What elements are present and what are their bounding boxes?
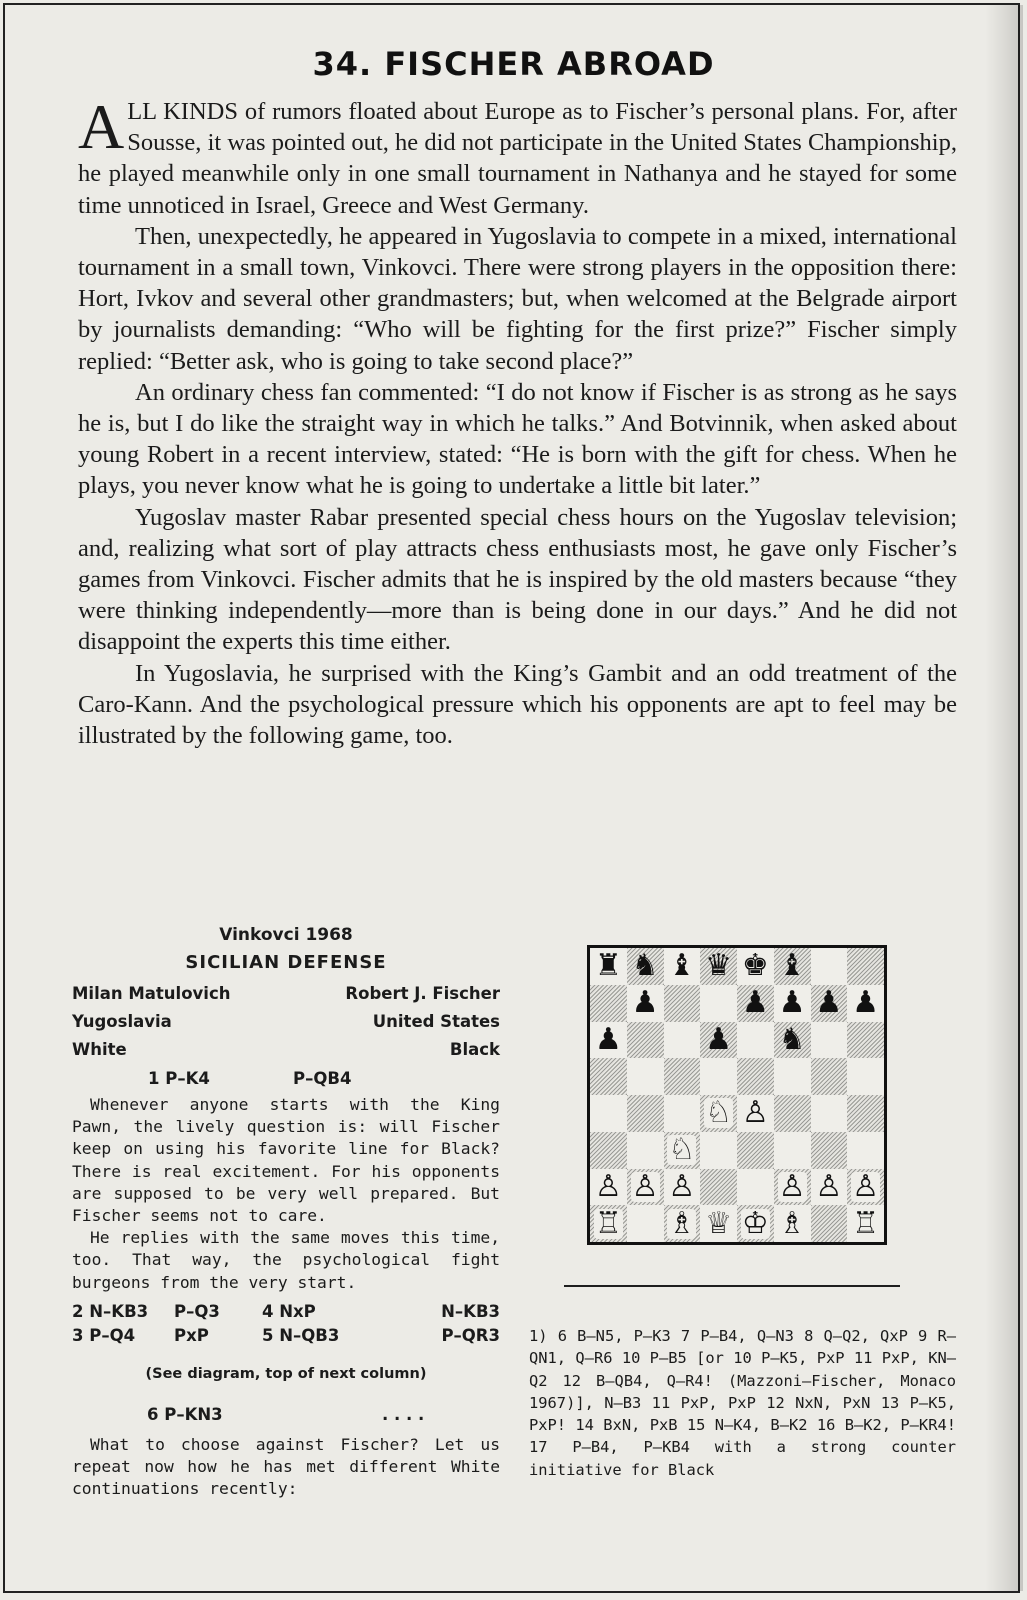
footnote-rule <box>564 1285 900 1287</box>
moves-row <box>72 1324 500 1348</box>
paragraph-5: In Yugoslavia, he surprised with the King’s Gambit and an odd treatment of the Caro-Kann. And the psychological pressure which his opponents are apt to feel may be illustrated by the following game, too. <box>78 659 957 750</box>
board-square <box>774 1058 811 1095</box>
paragraph-1 <box>78 91 957 221</box>
white-pawn-icon: ♙ <box>631 1168 659 1204</box>
board-square <box>774 948 811 985</box>
board-square <box>627 1132 664 1169</box>
move-cell: 2 N–KB3 <box>72 1301 149 1321</box>
white-country: Yugoslavia <box>72 1012 172 1031</box>
black-queen-icon: ♛ <box>705 948 733 984</box>
move-1-black: P–QB4 <box>293 1069 352 1088</box>
board-square <box>811 985 848 1022</box>
board-square <box>847 1205 884 1242</box>
game-note-3: What to choose against Fischer? Let us repeat now how he has met different White continuations recently: <box>72 1434 500 1499</box>
white-pawn-icon: ♙ <box>852 1168 880 1204</box>
board-square <box>811 1095 848 1132</box>
footnote-text: 1) 6 B–N5, P–K3 7 P–B4, Q–N3 8 Q–Q2, QxP 9 R–QN1, Q–R6 10 P–B5 [or 10 P–K5, PxP 11 PxP, KN–Q2 12 B–QB4, Q–R4! (Mazzoni–Fischer, Monaco 1967)], N–B3 11 PxP, PxP 12 NxN, PxN 13 P–K5, PxP! 14 BxN, PxB 15 N–K4, B–K2 16 B–K2, P–KR4! 17 P–B4, P–KB4 with a strong counter initiative for Black <box>529 1327 956 1479</box>
black-country: United States <box>372 1012 500 1031</box>
board-square <box>590 1205 627 1242</box>
black-bishop-icon: ♝ <box>778 948 806 984</box>
board-square <box>664 1058 701 1095</box>
white-bishop-icon: ♗ <box>778 1205 806 1241</box>
paragraph-1-text: LL KINDS of rumors floated about Europe as to Fischer’s personal plans. For, after Sousse, it was pointed out, he did not participate in the United States Championship, he played meanwhile only in one small tournament in Nathanya and he stayed for some time unnoticed in Israel, Greece and West Germany. <box>78 98 957 219</box>
board-square <box>664 1095 701 1132</box>
board-square <box>774 1169 811 1206</box>
move-1-white: 1 P–K4 <box>148 1069 210 1088</box>
move-cell: N–KB3 <box>441 1301 500 1321</box>
page-gutter-shadow <box>985 5 1023 1591</box>
move-cell: 3 P–Q4 <box>72 1325 136 1345</box>
move-cell: P–QR3 <box>441 1325 500 1345</box>
white-pawn-icon: ♙ <box>815 1168 843 1204</box>
black-bishop-icon: ♝ <box>668 948 696 984</box>
white-knight-icon: ♘ <box>668 1132 696 1168</box>
black-label: Black <box>449 1040 500 1059</box>
board-square <box>811 1132 848 1169</box>
white-rook-icon: ♖ <box>852 1205 880 1241</box>
board-square <box>700 1205 737 1242</box>
board-square <box>700 1058 737 1095</box>
body-text <box>78 91 957 751</box>
board-square <box>774 1095 811 1132</box>
see-diagram-note: (See diagram, top of next column) <box>145 1365 427 1382</box>
players-row <box>72 980 500 1008</box>
board-square <box>590 948 627 985</box>
board-square <box>811 1205 848 1242</box>
board-square <box>737 948 774 985</box>
board-square <box>847 1058 884 1095</box>
white-knight-icon: ♘ <box>705 1095 733 1131</box>
board-square <box>737 985 774 1022</box>
board-square <box>627 1205 664 1242</box>
white-label: White <box>72 1040 127 1059</box>
board-square <box>590 1169 627 1206</box>
black-pawn-icon: ♟ <box>815 985 843 1021</box>
move-6 <box>72 1402 500 1428</box>
countries-row <box>72 1008 500 1036</box>
board-square <box>664 948 701 985</box>
board-square <box>627 1095 664 1132</box>
black-pawn-icon: ♟ <box>741 985 769 1021</box>
black-pawn-icon: ♟ <box>852 985 880 1021</box>
board-square <box>590 1022 627 1059</box>
move-1 <box>72 1064 500 1094</box>
board-square <box>627 1169 664 1206</box>
board-square <box>847 1022 884 1059</box>
board-square <box>847 1095 884 1132</box>
white-pawn-icon: ♙ <box>741 1095 769 1131</box>
move-cell: PxP <box>174 1325 209 1345</box>
white-pawn-icon: ♙ <box>778 1168 806 1204</box>
board-square <box>811 1169 848 1206</box>
black-knight-icon: ♞ <box>631 948 659 984</box>
game-opening: SICILIAN DEFENSE <box>185 952 387 973</box>
board-square <box>590 1058 627 1095</box>
board-square <box>774 985 811 1022</box>
board-square <box>811 948 848 985</box>
chess-diagram <box>587 945 887 1245</box>
moves-table <box>72 1300 500 1348</box>
board-square <box>774 1205 811 1242</box>
white-queen-icon: ♕ <box>705 1205 733 1241</box>
game-column <box>72 925 500 1500</box>
board-square <box>664 1132 701 1169</box>
board-square <box>811 1022 848 1059</box>
board-square <box>847 1132 884 1169</box>
board-square <box>700 1095 737 1132</box>
paragraph-3: An ordinary chess fan commented: “I do not know if Fischer is as strong as he says he is, but I do like the straight way in which he talks.” And Botvinnik, when asked about young Robert in a recent interview, stated: “He is born with the gift for chess. When he plays, you never know what he is going to undertake a little bit later.” <box>78 378 957 500</box>
board-square <box>700 985 737 1022</box>
board-square <box>590 1132 627 1169</box>
black-pawn-icon: ♟ <box>594 1021 622 1057</box>
board-square <box>664 1205 701 1242</box>
board-square <box>664 1022 701 1059</box>
board-square <box>737 1022 774 1059</box>
white-rook-icon: ♖ <box>594 1205 622 1241</box>
paragraph-4: Yugoslav master Rabar presented special chess hours on the Yugoslav television; and, realizing what sort of play attracts chess enthusiasts most, he gave only Fischer’s games from Vinkovci. Fischer admits that he is inspired by the old masters because “they were thinking independently—more than is being done in our days.” And he did not disappoint the experts this time either. <box>78 503 957 656</box>
board-square <box>700 948 737 985</box>
move-cell: 5 N–QB3 <box>262 1325 340 1345</box>
board-square <box>737 1095 774 1132</box>
black-pawn-icon: ♟ <box>705 1021 733 1057</box>
black-rook-icon: ♜ <box>594 948 622 984</box>
black-pawn-icon: ♟ <box>778 985 806 1021</box>
game-note-1: Whenever anyone starts with the King Pawn, the lively question is: will Fischer keep on using his favorite line for Black? There is real excitement. For his opponents are supposed to be very well prepared. But Fischer seems not to care. <box>72 1095 500 1226</box>
game-event: Vinkovci 1968 <box>219 925 353 945</box>
board-square <box>664 1169 701 1206</box>
board-square <box>737 1205 774 1242</box>
move-cell: 4 NxP <box>262 1301 316 1321</box>
board-square <box>590 985 627 1022</box>
white-king-icon: ♔ <box>741 1205 769 1241</box>
board-square <box>847 1169 884 1206</box>
moves-row <box>72 1300 500 1324</box>
chapter-title: 34. FISCHER ABROAD <box>312 45 715 83</box>
black-knight-icon: ♞ <box>778 1021 806 1057</box>
chess-board <box>587 945 887 1245</box>
board-square <box>700 1132 737 1169</box>
board-square <box>774 1022 811 1059</box>
footnote <box>529 1325 956 1481</box>
board-square <box>627 1022 664 1059</box>
board-square <box>774 1132 811 1169</box>
move-6-white: 6 P–KN3 <box>147 1404 223 1424</box>
black-king-icon: ♚ <box>741 948 769 984</box>
board-square <box>590 1095 627 1132</box>
paragraph-2: Then, unexpectedly, he appeared in Yugoslavia to compete in a mixed, international tournament in a small town, Vinkovci. There were strong players in the opposition there: Hort, Ivkov and several other grandmasters; but, when welcomed at the Belgrade airport by journalists demanding: “Who will be fighting for the first prize?” Fischer simply replied: “Better ask, who is going to take second place?” <box>78 222 957 375</box>
black-player: Robert J. Fischer <box>345 984 500 1003</box>
white-bishop-icon: ♗ <box>668 1205 696 1241</box>
colors-row <box>72 1036 500 1064</box>
white-pawn-icon: ♙ <box>668 1168 696 1204</box>
white-player: Milan Matulovich <box>72 984 231 1003</box>
board-square <box>737 1058 774 1095</box>
drop-cap: A <box>78 91 125 162</box>
board-square <box>847 948 884 985</box>
board-square <box>627 948 664 985</box>
move-cell: P–Q3 <box>174 1301 220 1321</box>
board-square <box>664 985 701 1022</box>
board-square <box>737 1132 774 1169</box>
move-6-black: . . . . <box>382 1404 425 1424</box>
board-square <box>700 1169 737 1206</box>
board-square <box>627 985 664 1022</box>
white-pawn-icon: ♙ <box>594 1168 622 1204</box>
black-pawn-icon: ♟ <box>631 985 659 1021</box>
board-square <box>627 1058 664 1095</box>
board-square <box>811 1058 848 1095</box>
board-square <box>847 985 884 1022</box>
board-square <box>700 1022 737 1059</box>
game-note-2: He replies with the same moves this time, too. That way, the psychological fight burgeons from the very start. <box>72 1228 500 1292</box>
board-square <box>737 1169 774 1206</box>
